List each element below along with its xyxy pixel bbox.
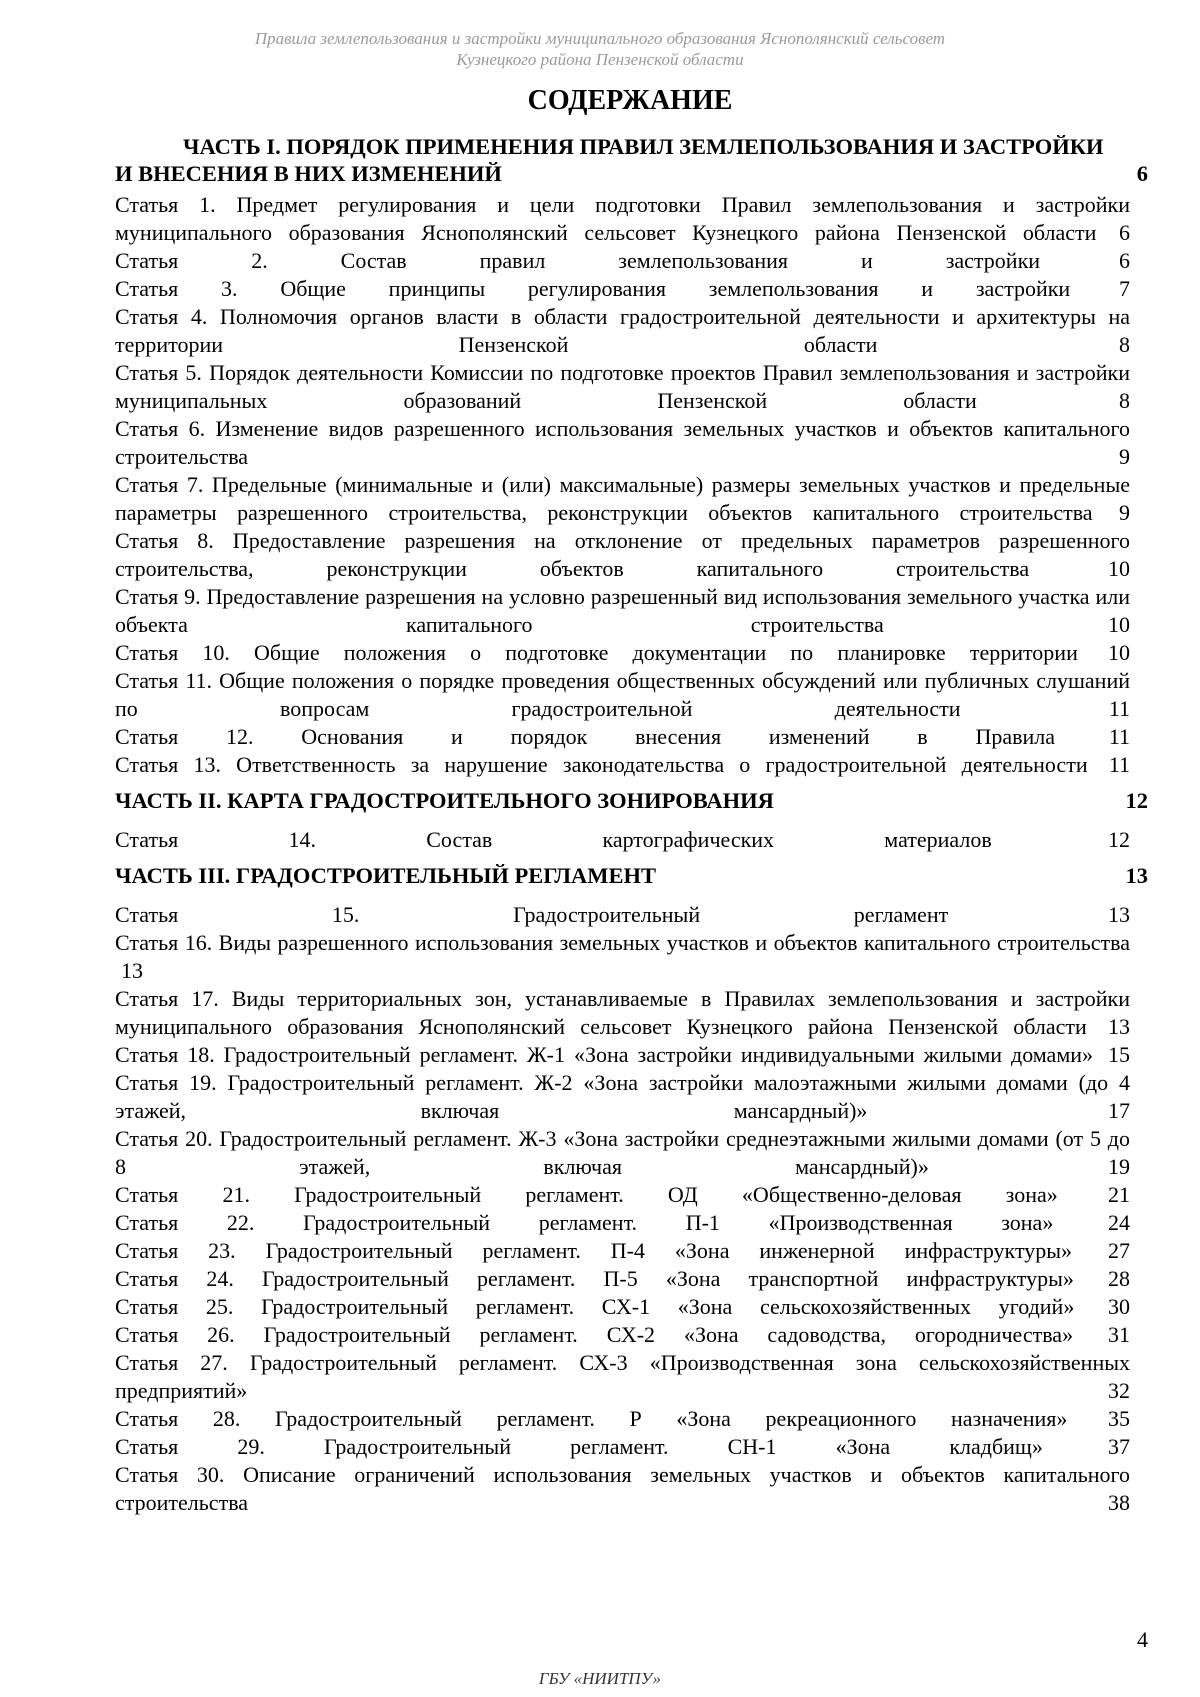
toc-entry[interactable]	[115, 901, 1130, 929]
toc-entry-text: Статья 28. Градостроительный регламент. Р «Зона рекреационного назначения»	[115, 1406, 1068, 1431]
toc-entry[interactable]	[115, 1265, 1130, 1293]
toc-entry-text: Статья 24. Градостроительный регламент. П-5 «Зона транспортной инфраструктуры»	[115, 1266, 1074, 1291]
toc-part-heading[interactable]	[115, 862, 1148, 889]
toc-part-page: 13	[1125, 863, 1148, 888]
toc-part-title: ЧАСТЬ III. ГРАДОСТРОИТЕЛЬНЫЙ РЕГЛАМЕНТ	[115, 863, 656, 888]
toc-entry-text: Статья 14. Состав картографических материалов	[115, 827, 992, 852]
toc-entry[interactable]	[115, 275, 1130, 303]
toc-entry-page: 13	[121, 958, 143, 983]
toc-entry[interactable]	[115, 359, 1130, 415]
toc-part-heading[interactable]	[115, 787, 1148, 814]
footer: ГБУ «НИИТПУ»	[538, 1669, 662, 1688]
toc-entry-page: 30	[1108, 1294, 1131, 1319]
toc-entry[interactable]	[115, 1349, 1130, 1405]
toc-entry-page: 10	[1108, 612, 1130, 637]
toc-entry[interactable]	[115, 826, 1130, 854]
toc-entry-page: 32	[1108, 1378, 1130, 1403]
toc-entry[interactable]	[115, 751, 1130, 779]
toc-entry-page: 13	[1108, 1014, 1130, 1039]
toc-entry-text: Статья 3. Общие принципы регулирования землепользования и застройки	[115, 276, 1071, 301]
toc-entry-text: Статья 25. Градостроительный регламент. СХ-1 «Зона сельскохозяйственных угодий»	[115, 1294, 1075, 1319]
toc-entry-text: Статья 26. Градостроительный регламент. СХ-2 «Зона садоводства, огородничества»	[115, 1322, 1074, 1347]
toc-entry-page: 17	[1108, 1098, 1130, 1123]
toc-entry-page: 7	[1119, 276, 1130, 301]
toc-entry[interactable]	[115, 1461, 1130, 1517]
toc-entry[interactable]	[115, 1433, 1130, 1461]
toc-entry-text: Статья 16. Виды разрешенного использования земельных участков и объектов капитального строительства	[115, 930, 1130, 955]
toc-entry-text: Статья 29. Градостроительный регламент. СН-1 «Зона кладбищ»	[115, 1434, 1043, 1459]
toc-part-page: 6	[1136, 161, 1148, 186]
toc-entry-page: 24	[1108, 1210, 1130, 1235]
toc-entry-text: Статья 30. Описание ограничений использования земельных участков и объектов капитального строительства	[115, 1462, 1130, 1515]
toc-entry-page: 11	[1108, 752, 1131, 777]
toc-entry-text: Статья 5. Порядок деятельности Комиссии по подготовке проектов Правил землепользования и застройки муниципальных образований Пензенской области	[115, 360, 1130, 413]
toc-entry-page: 31	[1108, 1322, 1130, 1347]
toc-entry[interactable]	[115, 1125, 1130, 1181]
toc-entry[interactable]	[115, 667, 1130, 723]
toc-entry-page: 13	[1108, 902, 1130, 927]
toc-entry-page: 9	[1119, 500, 1130, 525]
page-number: 4	[1137, 1627, 1148, 1652]
toc-entry-text: Статья 27. Градостроительный регламент. СХ-3 «Производственная зона сельскохозяйственных предприятий»	[115, 1350, 1130, 1403]
toc-entry-page: 6	[1119, 220, 1130, 245]
toc-entry[interactable]	[115, 1069, 1130, 1125]
toc-entry[interactable]	[115, 1181, 1130, 1209]
toc-entry-text: Статья 23. Градостроительный регламент. П-4 «Зона инженерной инфраструктуры»	[115, 1238, 1073, 1263]
toc-entry-page: 15	[1108, 1042, 1130, 1067]
toc-entry-page: 35	[1108, 1406, 1130, 1431]
table-of-contents	[115, 133, 1148, 1517]
toc-entry-text: Статья 9. Предоставление разрешения на условно разрешенный вид использования земельного участка или объекта капитального строительства	[115, 584, 1130, 637]
toc-entry[interactable]	[115, 1209, 1130, 1237]
toc-entry[interactable]	[115, 639, 1130, 667]
toc-entry-page: 19	[1108, 1154, 1130, 1179]
toc-part-title: ЧАСТЬ II. КАРТА ГРАДОСТРОИТЕЛЬНОГО ЗОНИРОВАНИЯ	[115, 788, 774, 813]
toc-entry-text: Статья 22. Градостроительный регламент. П-1 «Производственная зона»	[115, 1210, 1054, 1235]
toc-entry[interactable]	[115, 1041, 1130, 1069]
toc-entry[interactable]	[115, 583, 1130, 639]
toc-entry[interactable]	[115, 985, 1130, 1041]
toc-entry-page: 8	[1119, 388, 1130, 413]
toc-entry-page: 38	[1108, 1490, 1130, 1515]
toc-entry-text: Статья 7. Предельные (минимальные и (или) максимальные) размеры земельных участков и предельные параметры разрешенного строительства, реконструкции объектов капитального строительства	[115, 472, 1130, 525]
toc-entry-text: Статья 4. Полномочия органов власти в области градостроительной деятельности и архитектуры на территории Пензенской области	[115, 304, 1130, 357]
toc-entry-page: 11	[1108, 724, 1131, 749]
toc-entry-page: 12	[1108, 827, 1130, 852]
toc-entry-text: Статья 13. Ответственность за нарушение законодательства о градостроительной деятельности	[115, 752, 1088, 777]
toc-entry-text: Статья 18. Градостроительный регламент. Ж-1 «Зона застройки индивидуальными жилыми домами»	[115, 1042, 1094, 1067]
toc-entry[interactable]	[115, 303, 1130, 359]
toc-entry-page: 28	[1108, 1266, 1131, 1291]
toc-entry-page: 21	[1108, 1182, 1130, 1207]
toc-entry-page: 6	[1119, 248, 1130, 273]
toc-entry-page: 9	[1119, 444, 1130, 469]
toc-entry-text: Статья 1. Предмет регулирования и цели подготовки Правил землепользования и застройки муниципального образования Яснополянский сельсовет Кузнецкого района Пензенской области	[115, 192, 1130, 245]
toc-entry-text: Статья 12. Основания и порядок внесения изменений в Правила	[115, 724, 1056, 749]
toc-part-title: ЧАСТЬ I. ПОРЯДОК ПРИМЕНЕНИЯ ПРАВИЛ ЗЕМЛЕПОЛЬЗОВАНИЯ И ЗАСТРОЙКИ И ВНЕСЕНИЯ В НИХ ИЗМЕНЕНИЙ	[115, 134, 1104, 186]
toc-entry[interactable]	[115, 929, 1130, 985]
running-header	[0, 28, 1200, 70]
toc-entry[interactable]	[115, 191, 1130, 247]
toc-entry-page: 11	[1108, 696, 1130, 721]
toc-entry-page: 8	[1119, 332, 1131, 357]
toc-entry-text: Статья 2. Состав правил землепользования и застройки	[115, 248, 1041, 273]
toc-entry-text: Статья 11. Общие положения о порядке проведения общественных обсуждений или публичных слушаний по вопросам градостроительной деятельности	[115, 668, 1130, 721]
toc-entry[interactable]	[115, 1405, 1130, 1433]
toc-entry-page: 27	[1108, 1238, 1130, 1263]
toc-entry-text: Статья 6. Изменение видов разрешенного использования земельных участков и объектов капитального строительства	[115, 416, 1130, 469]
toc-entry[interactable]	[115, 1237, 1130, 1265]
toc-entry[interactable]	[115, 1293, 1130, 1321]
toc-entry[interactable]	[115, 247, 1130, 275]
toc-entry-page: 10	[1108, 556, 1130, 581]
page-title: СОДЕРЖАНИЕ	[527, 85, 733, 116]
toc-entry-text: Статья 21. Градостроительный регламент. ОД «Общественно-деловая зона»	[115, 1182, 1058, 1207]
toc-entry-text: Статья 17. Виды территориальных зон, устанавливаемые в Правилах землепользования и застройки муниципального образования Яснополянский сельсовет Кузнецкого района Пензенской области	[115, 986, 1130, 1039]
toc-entry[interactable]	[115, 415, 1130, 471]
toc-entry[interactable]	[115, 471, 1130, 527]
toc-entry-page: 10	[1108, 640, 1131, 665]
toc-entry-text: Статья 8. Предоставление разрешения на отклонение от предельных параметров разрешенного строительства, реконструкции объектов капитального строительства	[115, 528, 1130, 581]
header-line-2: Кузнецкого района Пензенской области	[456, 50, 744, 69]
toc-entry[interactable]	[115, 527, 1130, 583]
toc-entry-page: 37	[1108, 1434, 1130, 1459]
toc-entry[interactable]	[115, 723, 1130, 751]
toc-entry-text: Статья 20. Градостроительный регламент. Ж-3 «Зона застройки среднеэтажными жилыми домами (от 5 до 8 этажей, включая мансардный)»	[115, 1126, 1130, 1179]
header-line-1: Правила землепользования и застройки муниципального образования Яснополянский сельсовет	[254, 29, 946, 48]
toc-entry-text: Статья 10. Общие положения о подготовке документации по планировке территории	[115, 640, 1078, 665]
toc-entry[interactable]	[115, 1321, 1130, 1349]
toc-part-heading[interactable]	[115, 133, 1148, 187]
toc-entry-text: Статья 15. Градостроительный регламент	[115, 902, 949, 927]
toc-entry-text: Статья 19. Градостроительный регламент. Ж-2 «Зона застройки малоэтажными жилыми домами (до 4 этажей, включая мансардный)»	[115, 1070, 1130, 1123]
toc-part-page: 12	[1125, 788, 1148, 813]
